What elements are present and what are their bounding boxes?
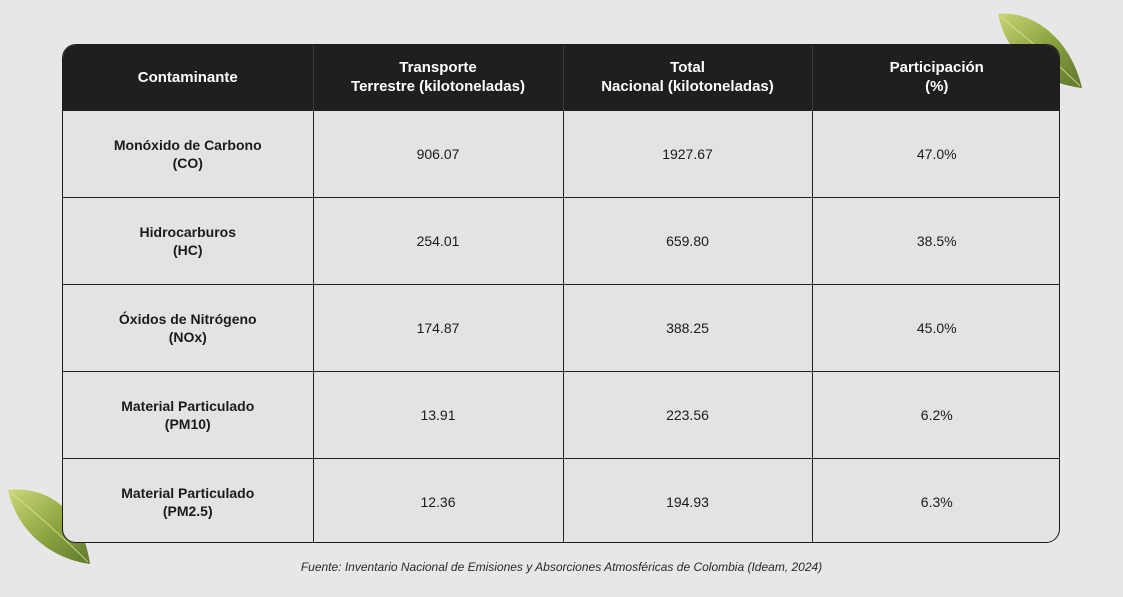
pollutant-code: (CO) [172, 154, 203, 171]
pollutant-code: (HC) [172, 241, 203, 258]
table-header-row [63, 45, 1060, 110]
header-national-line1: Total [670, 59, 705, 77]
national-value: 388.25 [563, 284, 812, 371]
pollutant-cell [63, 284, 313, 371]
table-row [63, 110, 1060, 197]
transport-value: 13.91 [313, 371, 563, 458]
table-row [63, 371, 1060, 458]
pollutant-name: Hidrocarburos [139, 223, 236, 240]
pollutant-cell [63, 458, 313, 543]
source-citation: Fuente: Inventario Nacional de Emisiones y Absorciones Atmosféricas de Colombia (Ideam, 2024) [300, 560, 823, 574]
pollutant-name: Monóxido de Carbono [113, 136, 262, 153]
share-value: 47.0% [812, 110, 1060, 197]
header-transport-line1: Transporte [399, 59, 477, 77]
pollutant-code: (PM10) [164, 415, 211, 432]
transport-value: 906.07 [313, 110, 563, 197]
table-row [63, 458, 1060, 543]
national-value: 194.93 [563, 458, 812, 543]
header-pollutant [63, 45, 313, 110]
pollutant-code: (PM2.5) [162, 502, 213, 519]
emissions-table-container [62, 44, 1060, 543]
header-transport-line2: Terrestre (kilotoneladas) [351, 78, 525, 96]
transport-value: 254.01 [313, 197, 563, 284]
national-value: 223.56 [563, 371, 812, 458]
pollutant-name: Material Particulado [121, 484, 255, 501]
header-share-line2: (%) [925, 78, 949, 96]
national-value: 659.80 [563, 197, 812, 284]
transport-value: 12.36 [313, 458, 563, 543]
table-row [63, 197, 1060, 284]
table-row [63, 284, 1060, 371]
share-value: 6.2% [812, 371, 1060, 458]
transport-value: 174.87 [313, 284, 563, 371]
header-share [812, 45, 1060, 110]
header-share-line1: Participación [889, 59, 984, 77]
pollutant-name: Óxidos de Nitrógeno [118, 310, 257, 327]
header-transport [313, 45, 563, 110]
pollutant-cell [63, 371, 313, 458]
pollutant-name: Material Particulado [121, 397, 255, 414]
national-value: 1927.67 [563, 110, 812, 197]
header-pollutant-text: Contaminante [137, 68, 238, 86]
header-national-line2: Nacional (kilotoneladas) [601, 78, 774, 96]
header-national [563, 45, 812, 110]
pollutant-cell [63, 197, 313, 284]
share-value: 6.3% [812, 458, 1060, 543]
share-value: 45.0% [812, 284, 1060, 371]
pollutant-cell [63, 110, 313, 197]
share-value: 38.5% [812, 197, 1060, 284]
pollutant-code: (NOx) [168, 328, 207, 345]
emissions-table [63, 45, 1060, 543]
